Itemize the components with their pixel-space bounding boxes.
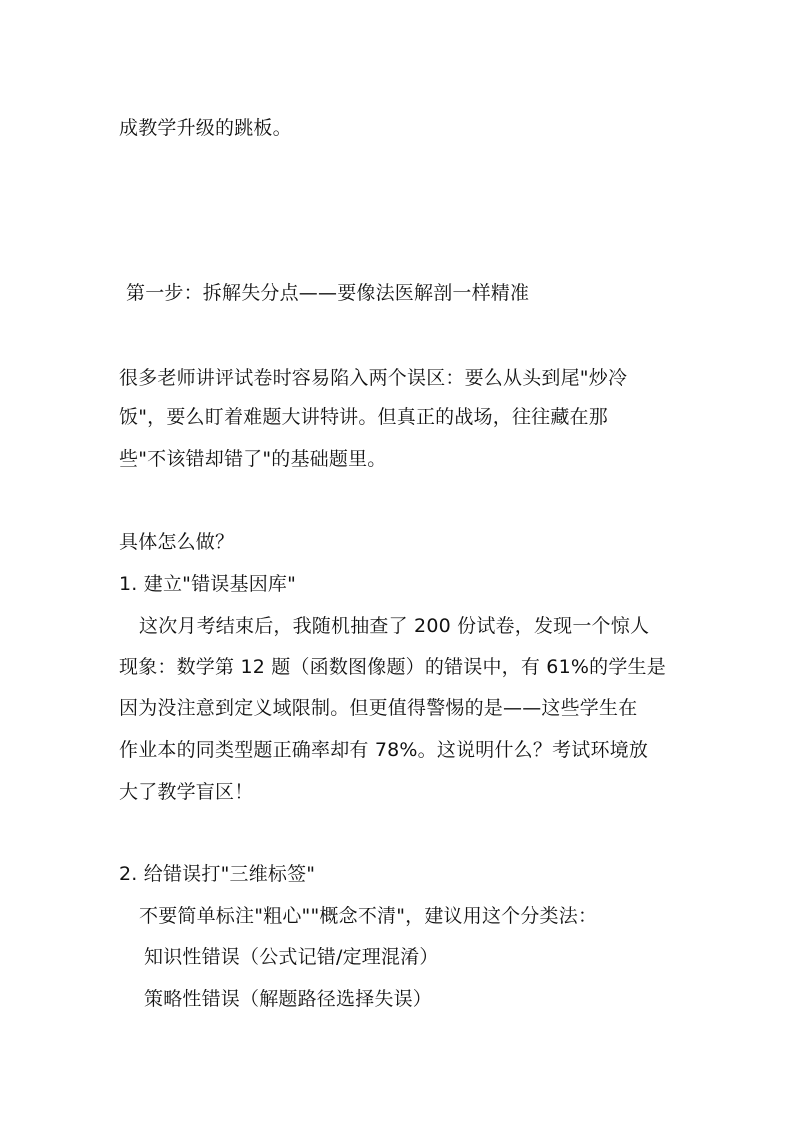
category-item-strategy-error: 策略性错误（解题路径选择失误） xyxy=(144,988,433,1010)
paragraph-line: 因为没注意到定义域限制。但更值得警惕的是——这些学生在 xyxy=(119,697,638,719)
paragraph-line: 些"不该错却错了"的基础题里。 xyxy=(119,448,387,470)
category-item-knowledge-error: 知识性错误（公式记错/定理混淆） xyxy=(144,946,439,968)
list-item-2-heading: 2. 给错误打"三维标签" xyxy=(119,863,316,885)
section-heading-step-one: 第一步：拆解失分点——要像法医解剖一样精准 xyxy=(126,282,530,304)
list-item-1-heading: 1. 建立"错误基因库" xyxy=(119,573,297,595)
paragraph-line: 很多老师讲评试卷时容易陷入两个误区：要么从头到尾"炒冷 xyxy=(119,367,628,389)
paragraph-line: 这次月考结束后，我随机抽查了 200 份试卷，发现一个惊人 xyxy=(139,615,650,637)
paragraph-line: 作业本的同类型题正确率却有 78%。这说明什么？考试环境放 xyxy=(119,739,649,761)
paragraph-line: 不要简单标注"粗心""概念不清"，建议用这个分类法： xyxy=(139,905,598,927)
question-line: 具体怎么做？ xyxy=(119,531,235,553)
paragraph-line: 大了教学盲区！ xyxy=(119,781,254,803)
paragraph-line-intro-end: 成教学升级的跳板。 xyxy=(119,117,292,139)
paragraph-line: 现象：数学第 12 题（函数图像题）的错误中，有 61%的学生是 xyxy=(119,656,666,678)
paragraph-line: 饭"，要么盯着难题大讲特讲。但真正的战场，往往藏在那 xyxy=(119,406,608,428)
